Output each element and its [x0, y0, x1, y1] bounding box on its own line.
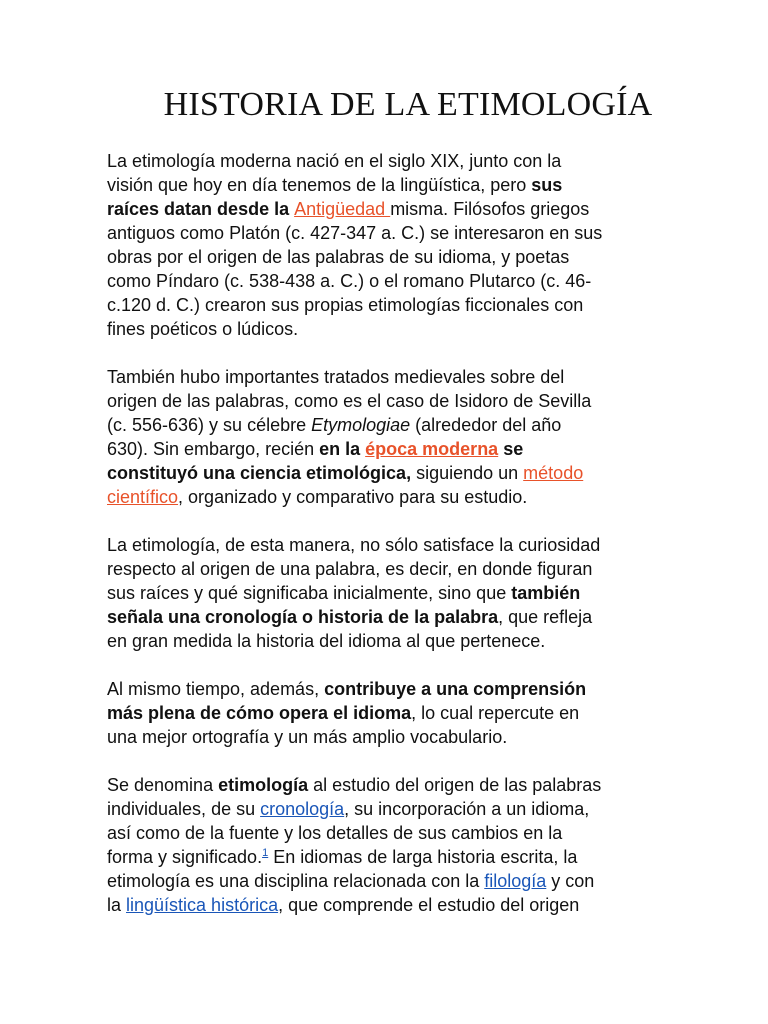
p2-text-7: , organizado y comparativo para su estudio.: [178, 487, 528, 507]
link-filologia[interactable]: filología: [484, 871, 547, 891]
p1-text-2: visión que hoy en día tenemos de la lingüística, pero: [107, 175, 532, 195]
p1-bold-1: sus: [531, 175, 563, 195]
p5-text-10: la: [107, 895, 127, 915]
p5-line-5: así como de la fuente y los detalles de sus cambios en la: [107, 823, 563, 843]
link-metodo-cientifico-1[interactable]: método: [523, 463, 584, 483]
p2-bold-3: constituyó una ciencia etimológica,: [107, 463, 412, 483]
link-epoca-moderna[interactable]: época moderna: [365, 439, 499, 459]
p2-italic-etymologiae: Etymologiae: [311, 415, 411, 435]
p4-bold-2: más plena de cómo opera el idioma: [107, 703, 412, 723]
p2-bold-2: se: [498, 439, 524, 459]
p3-line-2: respecto al origen de una palabra, es decir, en donde figuran: [107, 559, 593, 579]
p2-line-2: origen de las palabras, como es el caso de Isidoro de Sevilla: [107, 391, 592, 411]
p2-bold-1: en la: [319, 439, 366, 459]
p1-line-8: fines poéticos o lúdicos.: [107, 319, 299, 339]
p2-text-6: siguiendo un: [411, 463, 524, 483]
paragraph-1: [107, 149, 667, 341]
p2-text-3: (c. 556-636) y su célebre: [107, 415, 312, 435]
p3-line-5: en gran medida la historia del idioma al que pertenece.: [107, 631, 546, 651]
document-body: [107, 149, 667, 941]
p5-text-8: etimología es una disciplina relacionada con la: [107, 871, 485, 891]
p5-text-4: , su incorporación a un idioma,: [344, 799, 590, 819]
p5-text-11: , que comprende el estudio del origen: [278, 895, 580, 915]
p5-bold-1: etimología: [218, 775, 309, 795]
footnote-reference[interactable]: 1: [262, 847, 269, 859]
p5-text-6: forma y significado.: [107, 847, 263, 867]
p3-bold-1: también: [511, 583, 581, 603]
page-title: HISTORIA DE LA ETIMOLOGÍA: [163, 86, 653, 123]
paragraph-4: [107, 677, 667, 749]
p1-line-6: como Píndaro (c. 538-438 a. C.) o el romano Plutarco (c. 46-: [107, 271, 592, 291]
p1-bold-2: raíces datan desde la: [107, 199, 295, 219]
link-metodo-cientifico-2[interactable]: científico: [107, 487, 179, 507]
p4-text-1: Al mismo tiempo, además,: [107, 679, 325, 699]
p3-text-4: , que refleja: [498, 607, 593, 627]
p5-text-7: En idiomas de larga historia escrita, la: [268, 847, 578, 867]
paragraph-2: [107, 365, 667, 509]
p1-line-4: antiguos como Platón (c. 427-347 a. C.) se interesaron en sus: [107, 223, 603, 243]
paragraph-3: [107, 533, 667, 653]
p5-text-2: al estudio del origen de las palabras: [308, 775, 602, 795]
link-cronologia[interactable]: cronología: [260, 799, 345, 819]
paragraph-5: [107, 773, 667, 917]
p5-text-3: individuales, de su: [107, 799, 261, 819]
link-linguistica-historica[interactable]: lingüística histórica: [126, 895, 279, 915]
p4-line-3: una mejor ortografía y un más amplio vocabulario.: [107, 727, 508, 747]
p5-text-9: y con: [546, 871, 595, 891]
p1-line-7: c.120 d. C.) crearon sus propias etimologías ficcionales con: [107, 295, 584, 315]
p2-text-5: 630). Sin embargo, recién: [107, 439, 320, 459]
p3-bold-2: señala una cronología o historia de la palabra: [107, 607, 499, 627]
p1-text-3: misma. Filósofos griegos: [390, 199, 590, 219]
p3-line-1: La etimología, de esta manera, no sólo satisface la curiosidad: [107, 535, 601, 555]
p5-text-1: Se denomina: [107, 775, 219, 795]
p2-line-1: También hubo importantes tratados medievales sobre del: [107, 367, 565, 387]
p2-text-4: (alrededor del año: [410, 415, 562, 435]
p4-text-2: , lo cual repercute en: [411, 703, 580, 723]
p1-line-1: La etimología moderna nació en el siglo XIX, junto con la: [107, 151, 562, 171]
p1-line-5: obras por el origen de las palabras de su idioma, y poetas: [107, 247, 570, 267]
p3-text-3: sus raíces y qué significaba inicialmente, sino que: [107, 583, 512, 603]
p4-bold-1: contribuye a una comprensión: [324, 679, 587, 699]
link-antiguedad[interactable]: Antigüedad: [294, 199, 391, 219]
